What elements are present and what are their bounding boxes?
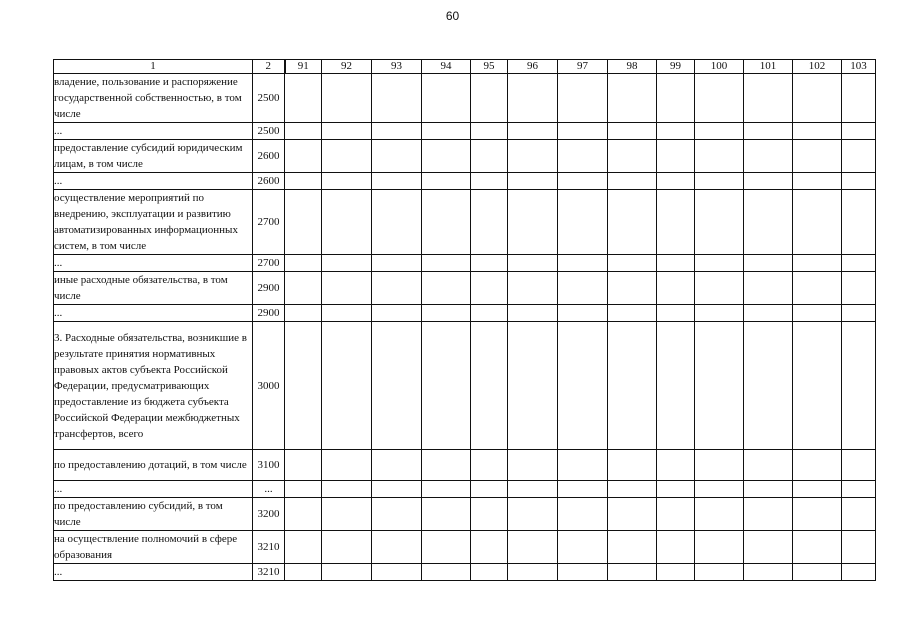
value-cell[interactable]	[372, 74, 422, 123]
value-cell[interactable]	[793, 123, 842, 140]
value-cell[interactable]	[558, 173, 608, 190]
value-cell[interactable]	[842, 481, 876, 498]
value-cell[interactable]	[471, 564, 508, 581]
value-cell[interactable]	[608, 272, 657, 305]
value-cell[interactable]	[657, 450, 695, 481]
row-code: 2700	[253, 255, 285, 272]
value-cell[interactable]	[322, 140, 372, 173]
value-cell[interactable]	[842, 173, 876, 190]
value-cell[interactable]	[558, 450, 608, 481]
value-cell[interactable]	[322, 322, 372, 450]
value-cell[interactable]	[471, 74, 508, 123]
value-cell[interactable]	[322, 123, 372, 140]
value-cell[interactable]	[471, 450, 508, 481]
row-label: 3. Расходные обязательства, возникшие в результате принятия нормативных правовых актов субъекта Российской Федерации, предусматривающих предоставление из бюджета субъекта Российской Федерации межбюджетных трансфертов, всего	[54, 322, 253, 450]
value-cell[interactable]	[608, 322, 657, 450]
row-label: по предоставлению субсидий, в том числе	[54, 498, 253, 531]
value-cell[interactable]	[657, 564, 695, 581]
table-row	[54, 140, 876, 173]
value-cell[interactable]	[695, 74, 744, 123]
table-header-row	[54, 60, 876, 74]
row-code: ...	[253, 481, 285, 498]
value-cell[interactable]	[744, 123, 793, 140]
value-cell[interactable]	[508, 305, 558, 322]
value-cell[interactable]	[322, 255, 372, 272]
value-cell[interactable]	[372, 322, 422, 450]
value-cell[interactable]	[422, 450, 471, 481]
value-cell[interactable]	[372, 481, 422, 498]
value-cell[interactable]	[744, 255, 793, 272]
value-cell[interactable]	[695, 190, 744, 255]
value-cell[interactable]	[372, 190, 422, 255]
header-cell: 91	[285, 60, 322, 74]
value-cell[interactable]	[744, 190, 793, 255]
value-cell[interactable]	[695, 564, 744, 581]
value-cell[interactable]	[372, 173, 422, 190]
value-cell[interactable]	[322, 531, 372, 564]
row-label: ...	[54, 173, 253, 190]
value-cell[interactable]	[422, 305, 471, 322]
value-cell[interactable]	[372, 531, 422, 564]
value-cell[interactable]	[508, 498, 558, 531]
value-cell[interactable]	[558, 140, 608, 173]
value-cell[interactable]	[422, 74, 471, 123]
header-cell: 103	[842, 60, 876, 74]
value-cell[interactable]	[558, 481, 608, 498]
table-row	[54, 531, 876, 564]
value-cell[interactable]	[508, 255, 558, 272]
value-cell[interactable]	[322, 190, 372, 255]
row-label: иные расходные обязательства, в том числе	[54, 272, 253, 305]
value-cell[interactable]	[793, 305, 842, 322]
value-cell[interactable]	[695, 531, 744, 564]
row-code: 2900	[253, 305, 285, 322]
value-cell[interactable]	[608, 498, 657, 531]
row-code: 2900	[253, 272, 285, 305]
value-cell[interactable]	[608, 255, 657, 272]
value-cell[interactable]	[793, 255, 842, 272]
value-cell[interactable]	[322, 74, 372, 123]
value-cell[interactable]	[657, 322, 695, 450]
value-cell[interactable]	[842, 322, 876, 450]
value-cell[interactable]	[842, 74, 876, 123]
value-cell[interactable]	[285, 272, 322, 305]
value-cell[interactable]	[285, 255, 322, 272]
value-cell[interactable]	[372, 140, 422, 173]
value-cell[interactable]	[695, 255, 744, 272]
value-cell[interactable]	[695, 272, 744, 305]
value-cell[interactable]	[322, 498, 372, 531]
value-cell[interactable]	[471, 322, 508, 450]
value-cell[interactable]	[285, 564, 322, 581]
value-cell[interactable]	[471, 498, 508, 531]
value-cell[interactable]	[657, 74, 695, 123]
value-cell[interactable]	[422, 531, 471, 564]
table-row	[54, 74, 876, 123]
value-cell[interactable]	[657, 531, 695, 564]
value-cell[interactable]	[422, 173, 471, 190]
value-cell[interactable]	[608, 450, 657, 481]
value-cell[interactable]	[322, 564, 372, 581]
value-cell[interactable]	[558, 531, 608, 564]
table-row	[54, 123, 876, 140]
value-cell[interactable]	[285, 140, 322, 173]
value-cell[interactable]	[422, 322, 471, 450]
value-cell[interactable]	[322, 173, 372, 190]
value-cell[interactable]	[744, 173, 793, 190]
header-cell: 98	[608, 60, 657, 74]
value-cell[interactable]	[608, 123, 657, 140]
value-cell[interactable]	[422, 564, 471, 581]
value-cell[interactable]	[285, 481, 322, 498]
value-cell[interactable]	[322, 481, 372, 498]
header-cell: 92	[322, 60, 372, 74]
value-cell[interactable]	[842, 498, 876, 531]
row-label: ...	[54, 564, 253, 581]
value-cell[interactable]	[842, 190, 876, 255]
row-label: ...	[54, 481, 253, 498]
value-cell[interactable]	[744, 140, 793, 173]
row-label: осуществление мероприятий по внедрению, эксплуатации и развитию автоматизированных информационных систем, в том числе	[54, 190, 253, 255]
value-cell[interactable]	[508, 322, 558, 450]
row-code: 3000	[253, 322, 285, 450]
row-code: 3210	[253, 564, 285, 581]
value-cell[interactable]	[558, 498, 608, 531]
header-cell: 94	[422, 60, 471, 74]
value-cell[interactable]	[842, 272, 876, 305]
row-label: ...	[54, 123, 253, 140]
value-cell[interactable]	[842, 450, 876, 481]
value-cell[interactable]	[695, 305, 744, 322]
value-cell[interactable]	[608, 140, 657, 173]
table-row	[54, 173, 876, 190]
value-cell[interactable]	[471, 255, 508, 272]
value-cell[interactable]	[285, 74, 322, 123]
table-body	[54, 74, 876, 581]
table-row	[54, 272, 876, 305]
value-cell[interactable]	[372, 564, 422, 581]
value-cell[interactable]	[422, 140, 471, 173]
value-cell[interactable]	[608, 564, 657, 581]
value-cell[interactable]	[558, 190, 608, 255]
header-cell: 96	[508, 60, 558, 74]
value-cell[interactable]	[508, 272, 558, 305]
value-cell[interactable]	[608, 173, 657, 190]
table-row	[54, 255, 876, 272]
value-cell[interactable]	[657, 305, 695, 322]
value-cell[interactable]	[657, 140, 695, 173]
row-code: 2700	[253, 190, 285, 255]
value-cell[interactable]	[372, 450, 422, 481]
value-cell[interactable]	[285, 123, 322, 140]
value-cell[interactable]	[508, 190, 558, 255]
value-cell[interactable]	[372, 498, 422, 531]
header-cell: 1	[54, 60, 253, 74]
value-cell[interactable]	[508, 564, 558, 581]
value-cell[interactable]	[842, 140, 876, 173]
value-cell[interactable]	[695, 498, 744, 531]
value-cell[interactable]	[508, 450, 558, 481]
value-cell[interactable]	[744, 322, 793, 450]
value-cell[interactable]	[744, 498, 793, 531]
value-cell[interactable]	[422, 190, 471, 255]
value-cell[interactable]	[608, 481, 657, 498]
value-cell[interactable]	[695, 481, 744, 498]
value-cell[interactable]	[558, 564, 608, 581]
value-cell[interactable]	[471, 173, 508, 190]
table-row	[54, 305, 876, 322]
row-label: по предоставлению дотаций, в том числе	[54, 450, 253, 481]
header-cell: 97	[558, 60, 608, 74]
value-cell[interactable]	[558, 305, 608, 322]
row-code: 2600	[253, 173, 285, 190]
value-cell[interactable]	[793, 498, 842, 531]
value-cell[interactable]	[372, 272, 422, 305]
value-cell[interactable]	[744, 450, 793, 481]
row-code: 2500	[253, 74, 285, 123]
header-cell: 99	[657, 60, 695, 74]
value-cell[interactable]	[285, 190, 322, 255]
value-cell[interactable]	[608, 531, 657, 564]
value-cell[interactable]	[508, 74, 558, 123]
value-cell[interactable]	[793, 564, 842, 581]
value-cell[interactable]	[842, 564, 876, 581]
value-cell[interactable]	[657, 498, 695, 531]
value-cell[interactable]	[744, 272, 793, 305]
value-cell[interactable]	[695, 322, 744, 450]
value-cell[interactable]	[322, 305, 372, 322]
header-cell: 95	[471, 60, 508, 74]
value-cell[interactable]	[422, 255, 471, 272]
value-cell[interactable]	[422, 123, 471, 140]
table-row	[54, 481, 876, 498]
value-cell[interactable]	[695, 140, 744, 173]
header-cell: 101	[744, 60, 793, 74]
value-cell[interactable]	[471, 305, 508, 322]
row-label: предоставление субсидий юридическим лицам, в том числе	[54, 140, 253, 173]
value-cell[interactable]	[471, 481, 508, 498]
row-label: владение, пользование и распоряжение государственной собственностью, в том числе	[54, 74, 253, 123]
row-code: 2600	[253, 140, 285, 173]
value-cell[interactable]	[508, 481, 558, 498]
value-cell[interactable]	[285, 173, 322, 190]
value-cell[interactable]	[842, 305, 876, 322]
value-cell[interactable]	[695, 450, 744, 481]
value-cell[interactable]	[842, 123, 876, 140]
value-cell[interactable]	[471, 190, 508, 255]
value-cell[interactable]	[744, 481, 793, 498]
value-cell[interactable]	[793, 173, 842, 190]
expenditure-obligations-table	[53, 59, 876, 581]
value-cell[interactable]	[608, 74, 657, 123]
value-cell[interactable]	[608, 305, 657, 322]
value-cell[interactable]	[285, 450, 322, 481]
value-cell[interactable]	[657, 272, 695, 305]
value-cell[interactable]	[508, 123, 558, 140]
value-cell[interactable]	[508, 173, 558, 190]
value-cell[interactable]	[842, 255, 876, 272]
value-cell[interactable]	[508, 531, 558, 564]
value-cell[interactable]	[793, 531, 842, 564]
header-cell: 2	[253, 60, 285, 74]
value-cell[interactable]	[793, 450, 842, 481]
value-cell[interactable]	[558, 123, 608, 140]
value-cell[interactable]	[422, 498, 471, 531]
value-cell[interactable]	[471, 272, 508, 305]
value-cell[interactable]	[657, 481, 695, 498]
value-cell[interactable]	[657, 190, 695, 255]
value-cell[interactable]	[322, 450, 372, 481]
value-cell[interactable]	[608, 190, 657, 255]
value-cell[interactable]	[558, 255, 608, 272]
value-cell[interactable]	[372, 255, 422, 272]
value-cell[interactable]	[744, 74, 793, 123]
row-label: на осуществление полномочий в сфере образования	[54, 531, 253, 564]
value-cell[interactable]	[793, 74, 842, 123]
value-cell[interactable]	[657, 255, 695, 272]
value-cell[interactable]	[372, 123, 422, 140]
value-cell[interactable]	[657, 173, 695, 190]
value-cell[interactable]	[558, 322, 608, 450]
value-cell[interactable]	[793, 481, 842, 498]
page-number: 60	[445, 9, 460, 23]
table-row	[54, 190, 876, 255]
row-code: 3210	[253, 531, 285, 564]
row-label: ...	[54, 305, 253, 322]
value-cell[interactable]	[558, 272, 608, 305]
value-cell[interactable]	[744, 531, 793, 564]
value-cell[interactable]	[842, 531, 876, 564]
table-row	[54, 498, 876, 531]
header-cell: 93	[372, 60, 422, 74]
value-cell[interactable]	[558, 74, 608, 123]
value-cell[interactable]	[695, 123, 744, 140]
value-cell[interactable]	[793, 140, 842, 173]
table-row	[54, 322, 876, 450]
value-cell[interactable]	[322, 272, 372, 305]
value-cell[interactable]	[471, 123, 508, 140]
value-cell[interactable]	[285, 322, 322, 450]
row-code: 3200	[253, 498, 285, 531]
header-cell: 102	[793, 60, 842, 74]
value-cell[interactable]	[695, 173, 744, 190]
value-cell[interactable]	[793, 272, 842, 305]
row-code: 3100	[253, 450, 285, 481]
value-cell[interactable]	[657, 123, 695, 140]
value-cell[interactable]	[744, 564, 793, 581]
table-row	[54, 564, 876, 581]
row-label: ...	[54, 255, 253, 272]
value-cell[interactable]	[285, 498, 322, 531]
header-cell: 100	[695, 60, 744, 74]
table-row	[54, 450, 876, 481]
value-cell[interactable]	[793, 322, 842, 450]
value-cell[interactable]	[508, 140, 558, 173]
value-cell[interactable]	[422, 481, 471, 498]
value-cell[interactable]	[793, 190, 842, 255]
value-cell[interactable]	[471, 531, 508, 564]
value-cell[interactable]	[285, 305, 322, 322]
value-cell[interactable]	[285, 531, 322, 564]
value-cell[interactable]	[372, 305, 422, 322]
value-cell[interactable]	[471, 140, 508, 173]
row-code: 2500	[253, 123, 285, 140]
value-cell[interactable]	[744, 305, 793, 322]
value-cell[interactable]	[422, 272, 471, 305]
